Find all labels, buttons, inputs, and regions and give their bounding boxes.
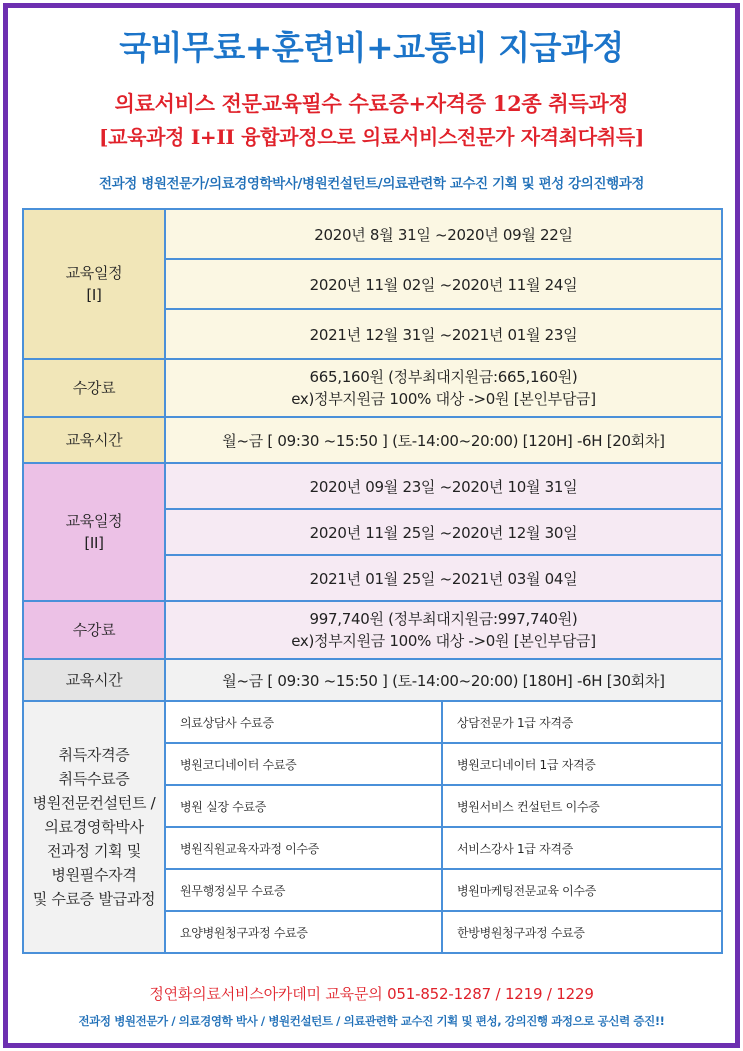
certificates-label: 취득자격증 취득수료증 병원전문컨설턴트 / 의료경영학박사 전과정 기획 및 병원필수자격 및 수료증 발급과정 [23,701,165,953]
course1-schedule-label: 교육일정 [I] [23,209,165,359]
course1-time: 월~금 [ 09:30 ~15:50 ] (토-14:00~20:00) [120H] -6H [20회차] [165,417,722,463]
certificate-item: 병원 실장 수료증 [165,785,442,827]
certificate-item: 병원마케팅전문교육 이수증 [442,869,722,911]
footer-tagline: 전과정 병원전문가 / 의료경영학 박사 / 병원컨설턴트 / 의료관련학 교수진 기획 및 편성, 강의진행 과정으로 공신력 증진!! [78,1014,665,1028]
course2-time: 월~금 [ 09:30 ~15:50 ] (토-14:00~20:00) [180H] -6H [30회차] [165,659,722,701]
course1-date-2: 2020년 11월 02일 ~2020년 11월 24일 [165,259,722,309]
certificate-item: 병원코디네이터 1급 자격증 [442,743,722,785]
subtitle-instructors: 전과정 병원전문가/의료경영학박사/병원컨설턴트/의료관련학 교수진 기획 및 편성 강의진행과정 [98,176,645,192]
certificate-item: 한방병원청구과정 수료증 [442,911,722,953]
certificate-item: 상담전문가 1급 자격증 [442,701,722,743]
course2-date-2: 2020년 11월 25일 ~2020년 12월 30일 [165,509,722,555]
course1-date-1: 2020년 8월 31일 ~2020년 09월 22일 [165,209,722,259]
certificate-item: 의료상담사 수료증 [165,701,442,743]
certificate-item: 원무행정실무 수료증 [165,869,442,911]
certificate-item: 요양병원청구과정 수료증 [165,911,442,953]
course2-fee-label: 수강료 [23,601,165,659]
course1-date-3: 2021년 12월 31일 ~2021년 01월 23일 [165,309,722,359]
certificate-item: 병원코디네이터 수료증 [165,743,442,785]
course1-time-label: 교육시간 [23,417,165,463]
course1-fee: 665,160원 (정부최대지원금:665,160원) ex)정부지원금 100% 대상 ->0원 [본인부담금] [165,359,722,417]
course2-date-1: 2020년 09월 23일 ~2020년 10월 31일 [165,463,722,509]
page-title: 국비무료+훈련비+교통비 지급과정 [119,28,624,67]
certificate-item: 병원직원교육자과정 이수증 [165,827,442,869]
certificate-item: 병원서비스 컨설턴트 이수증 [442,785,722,827]
course-table [22,208,723,954]
course2-time-label: 교육시간 [23,659,165,701]
course2-date-3: 2021년 01월 25일 ~2021년 03월 04일 [165,555,722,601]
contact-info: 정연화의료서비스아카데미 교육문의 051-852-1287 / 1219 / 1229 [149,985,594,1003]
course1-fee-label: 수강료 [23,359,165,417]
certificate-item: 서비스강사 1급 자격증 [442,827,722,869]
subtitle-course-combo: [교육과정 I+II 융합과정으로 의료서비스전문가 자격최다취득] [98,125,645,149]
course2-schedule-label: 교육일정 [II] [23,463,165,601]
subtitle-main: 의료서비스 전문교육필수 수료증+자격증 12종 취득과정 [114,91,629,116]
course2-fee: 997,740원 (정부최대지원금:997,740원) ex)정부지원금 100% 대상 ->0원 [본인부담금] [165,601,722,659]
